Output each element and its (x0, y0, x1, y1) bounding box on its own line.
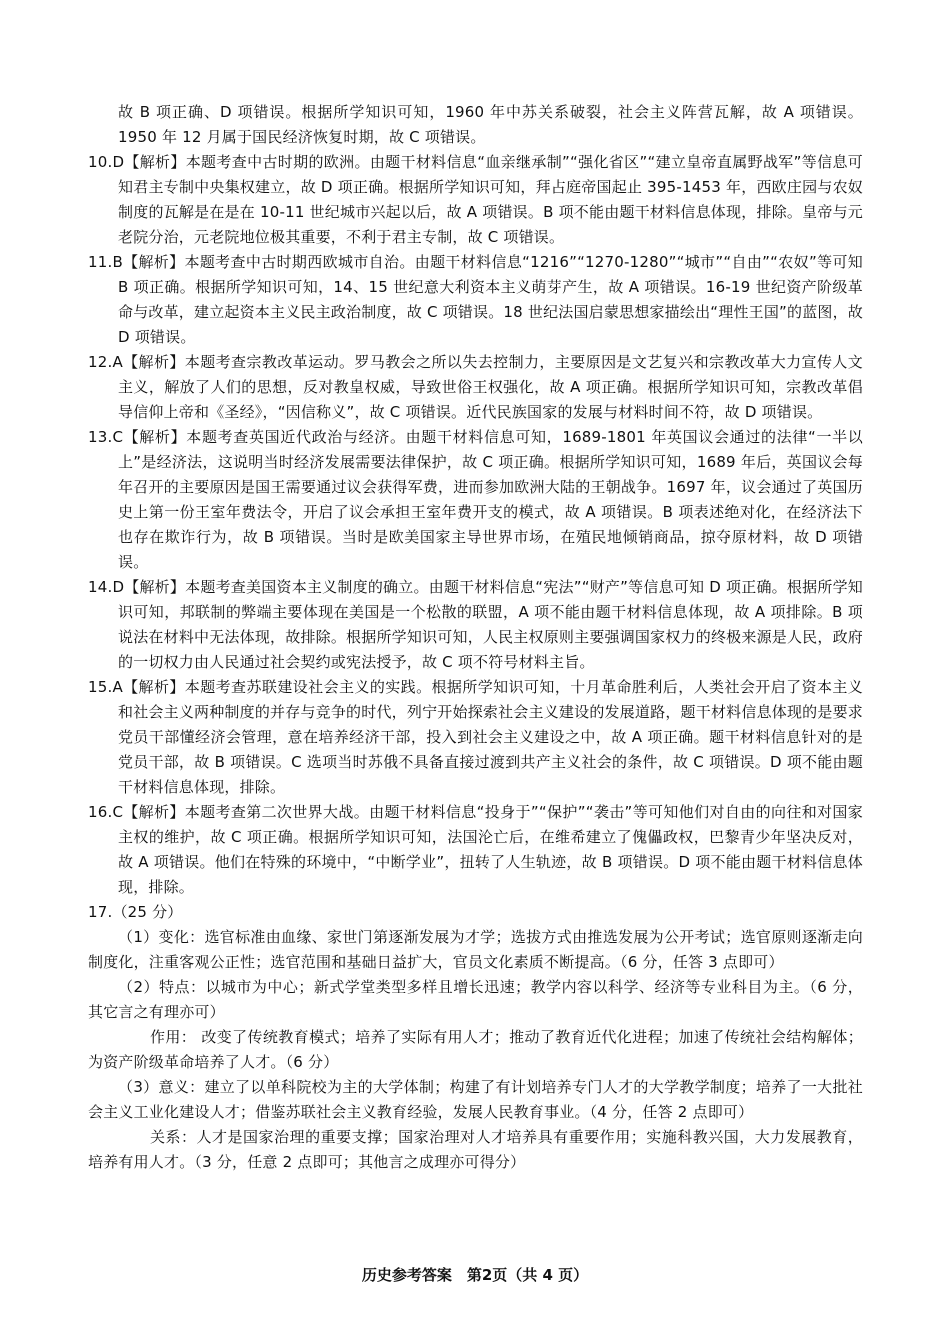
page-footer: 历史参考答案 第2页（共 4 页） (361, 1266, 589, 1284)
answer-12: 12.A【解析】本题考查宗教改革运动。罗马教会之所以失去控制力，主要原因是文艺复兴和宗教改革大力宣传人文主义，解放了人们的思想，反对教皇权威，导致世俗王权强化，故 A 项正确。根据所学知识可知，宗教改革倡导信仰上帝和《圣经》，“因信称义”，故 C 项错误。近代民族国家的发展与材料时间不符，故 D 项错误。 (88, 353, 863, 421)
answer-17-heading: 17.（25 分） (88, 903, 183, 921)
answer-17-part-3-relation: 关系：人才是国家治理的重要支撑；国家治理对人才培养具有重要作用；实施科教兴国，大力发展教育，培养有用人才。（3 分，任意 2 点即可；其他言之成理亦可得分） (88, 1128, 863, 1171)
answer-17-part-3: （3）意义：建立了以单科院校为主的大学体制；构建了有计划培养专门人才的大学教学制度；培养了一大批社会主义工业化建设人才；借鉴苏联社会主义教育经验，发展人民教育事业。（4 分，任答 2 点即可） (88, 1078, 863, 1121)
answer-10: 10.D【解析】本题考查中古时期的欧洲。由题干材料信息“血亲继承制”“强化省区”“建立皇帝直属野战军”等信息可知君主专制中央集权建立，故 D 项正确。根据所学知识可知，拜占庭帝国起止 395-1453 年，西欧庄园与农奴制度的瓦解是在是在 10-11 世纪城市兴起以后，故 A 项错误。B 项不能由题干材料信息体现，排除。皇帝与元老院分治，元老院地位极其重要，不利于君主专制，故 C 项错误。 (88, 153, 863, 246)
answer-17-part-2-effect: 作用： 改变了传统教育模式；培养了实际有用人才；推动了教育近代化进程；加速了传统社会结构解体；为资产阶级革命培养了人才。（6 分） (88, 1028, 863, 1071)
answer-11: 11.B【解析】本题考查中古时期西欧城市自治。由题干材料信息“1216”“1270-1280”“城市”“自由”“农奴”等可知 B 项正确。根据所学知识可知，14、15 世纪意大利资本主义萌芽产生，故 A 项错误。16-19 世纪资产阶级革命与改革，建立起资本主义民主政治制度，故 C 项错误。18 世纪法国启蒙思想家描绘出“理性王国”的蓝图，故 D 项错误。 (88, 253, 864, 346)
answer-17-part-2: （2）特点：以城市为中心；新式学堂类型多样且增长迅速；教学内容以科学、经济等专业科目为主。（6 分，其它言之有理亦可） (88, 978, 863, 1021)
answer-15: 15.A【解析】本题考查苏联建设社会主义的实践。根据所学知识可知，十月革命胜利后，人类社会开启了资本主义和社会主义两种制度的并存与竞争的时代，列宁开始探索社会主义建设的发展道路，题干材料信息体现的是要求党员干部懂经济会管理，意在培养经济干部，投入到社会主义建设之中，故 A 项正确。题干材料信息针对的是党员干部，故 B 项错误。C 选项当时苏俄不具备直接过渡到共产主义社会的条件，故 C 项错误。D 项不能由题干材料信息体现，排除。 (88, 678, 863, 796)
answer-page (88, 100, 863, 1175)
answer-13: 13.C【解析】本题考查英国近代政治与经济。由题干材料信息可知，1689-1801 年英国议会通过的法律“一半以上”是经济法，这说明当时经济发展需要法律保护，故 C 项正确。根据所学知识可知，1689 年后，英国议会每年召开的主要原因是国王需要通过议会获得军费，进而参加欧洲大陆的王朝战争。1697 年，议会通过了英国历史上第一份王室年费法令，开启了议会承担王室年费开支的模式，故 A 项错误。B 项表述绝对化，在经济法下也存在欺诈行为，故 B 项错误。当时是欧美国家主导世界市场，在殖民地倾销商品，掠夺原材料，故 D 项错误。 (88, 428, 863, 571)
answer-17-part-1: （1）变化：选官标准由血缘、家世门第逐渐发展为才学；选拔方式由推选发展为公开考试；选官原则逐渐走向制度化，注重客观公正性；选官范围和基础日益扩大，官员文化素质不断提高。（6 分，任答 3 点即可） (88, 928, 863, 971)
answer-14: 14.D【解析】本题考查美国资本主义制度的确立。由题干材料信息“宪法”“财产”等信息可知 D 项正确。根据所学知识可知，邦联制的弊端主要体现在美国是一个松散的联盟，A 项不能由题干材料信息体现，故 A 项排除。B 项说法在材料中无法体现，故排除。根据所学知识可知，人民主权原则主要强调国家权力的终极来源是人民，政府的一切权力由人民通过社会契约或宪法授予，故 C 项不符号材料主旨。 (88, 578, 863, 671)
answer-9-continued: 故 B 项正确、D 项错误。根据所学知识可知，1960 年中苏关系破裂，社会主义阵营瓦解，故 A 项错误。1950 年 12 月属于国民经济恢复时期，故 C 项错误。 (118, 103, 863, 146)
answer-16: 16.C【解析】本题考查第二次世界大战。由题干材料信息“投身于”“保护”“袭击”等可知他们对自由的向往和对国家主权的维护，故 C 项正确。根据所学知识可知，法国沦亡后，在维希建立了傀儡政权，巴黎青少年坚决反对，故 A 项错误。他们在特殊的环境中，“中断学业”，扭转了人生轨迹，故 B 项错误。D 项不能由题干材料信息体现，排除。 (88, 803, 863, 896)
